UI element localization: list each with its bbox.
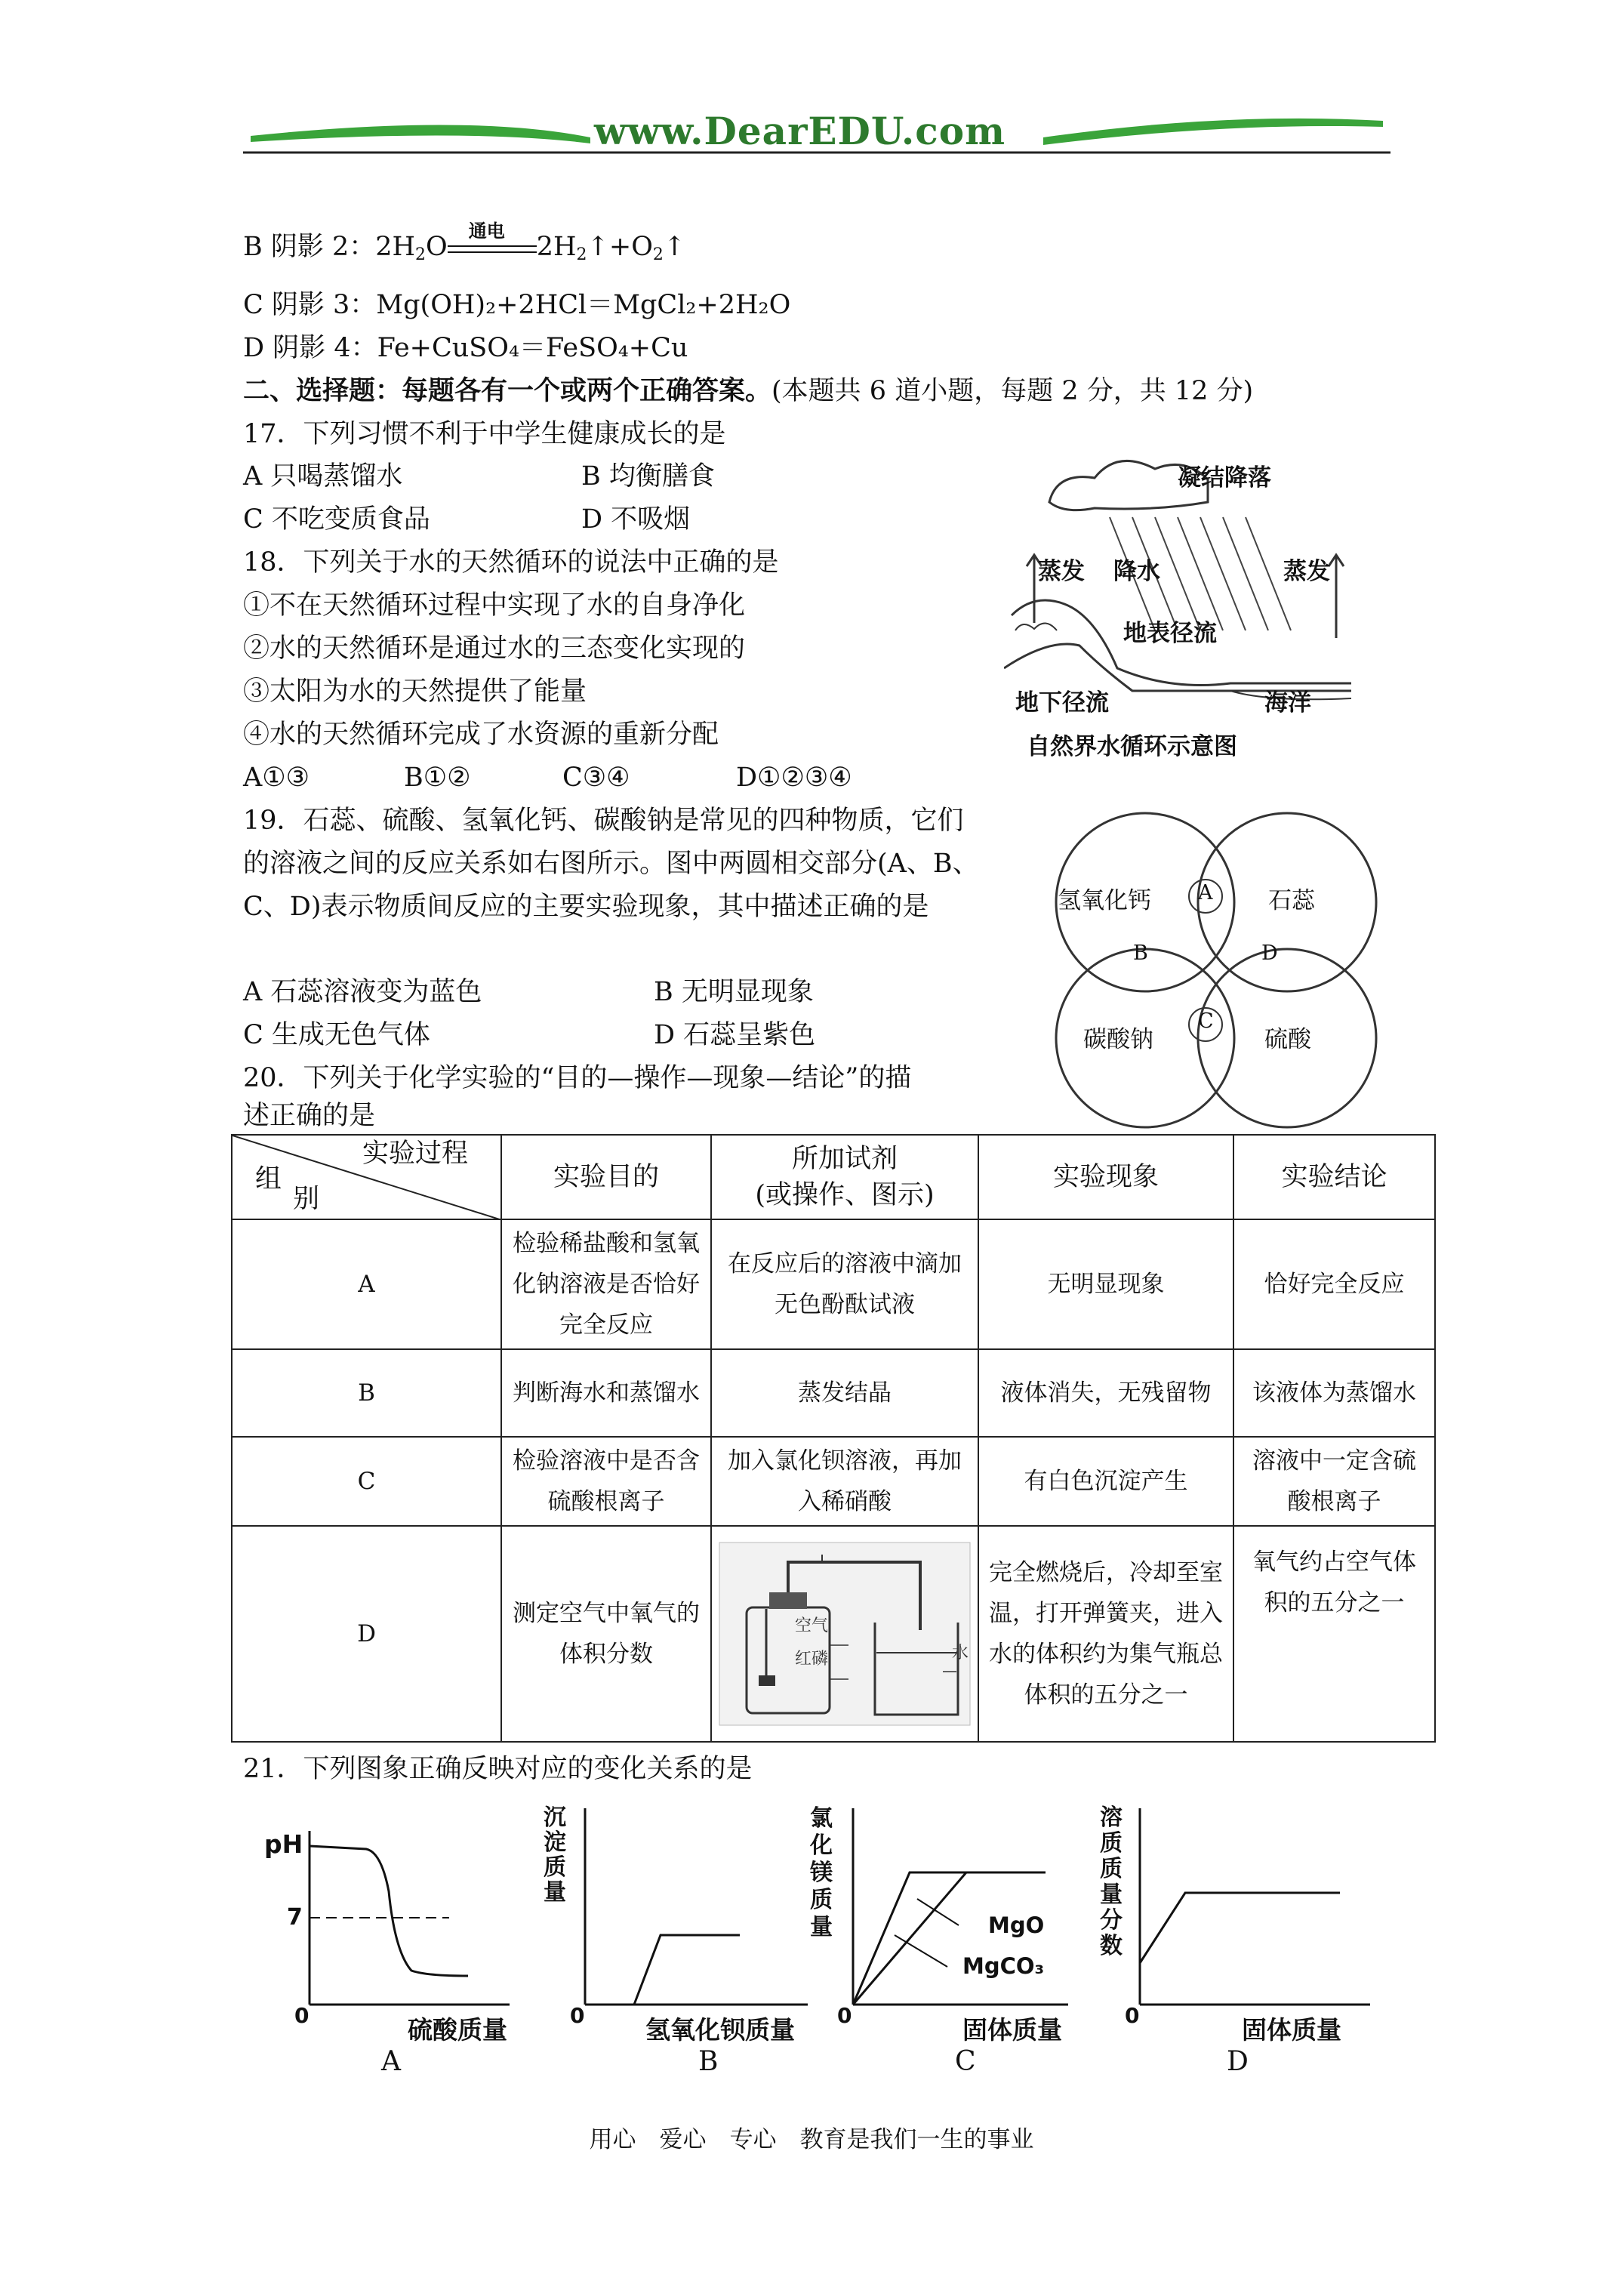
graph-d-plot-icon (1091, 1801, 1385, 2027)
graph-c-xlabel: 固体质量 (962, 2015, 1062, 2045)
equation-b-condition: 通电 (468, 219, 505, 242)
row-c-group: C (232, 1437, 501, 1526)
q17-option-d: D 不吸烟 (581, 504, 691, 535)
header-group-2: 别 (293, 1184, 320, 1214)
graph-c-letter: C (955, 2046, 976, 2077)
graph-b-ylabel: 沉淀质量 (544, 1804, 566, 1906)
q19-option-a: A 石蕊溶液变为蓝色 (243, 977, 482, 1007)
graph-a-xlabel: 硫酸质量 (408, 2015, 507, 2045)
table-header-row (232, 1135, 1435, 1219)
q17-option-a: A 只喝蒸馏水 (243, 461, 403, 492)
row-b-reagent: 蒸发结晶 (711, 1349, 978, 1437)
row-b-group: B (232, 1349, 501, 1437)
header-site-title: www.DearEDU.com (594, 109, 1006, 153)
row-c-reagent: 加入氯化钡溶液，再加入稀硝酸 (711, 1437, 978, 1526)
row-a-group: A (232, 1219, 501, 1349)
apparatus-label-air: 空气 (795, 1616, 829, 1635)
graph-c (804, 1801, 1083, 2080)
table-header-diagonal (232, 1135, 501, 1219)
venn-circles-icon (1046, 812, 1393, 1136)
graph-b (536, 1801, 830, 2080)
q18-option-b: B①② (404, 763, 471, 793)
q19-stem-3: C、D)表示物质间反应的主要实验现象，其中描述正确的是 (243, 892, 929, 922)
table-row (232, 1526, 1435, 1742)
section-2-title: 二、选择题：每题各有一个或两个正确答案。 (243, 375, 772, 406)
venn-region-b: B (1133, 942, 1148, 965)
row-a-conclusion: 恰好完全反应 (1233, 1219, 1435, 1349)
q18-statement-4: ④水的天然循环完成了水资源的重新分配 (243, 720, 719, 750)
graph-d-origin: 0 (1125, 2003, 1140, 2028)
row-a-purpose: 检验稀盐酸和氢氧化钠溶液是否恰好完全反应 (501, 1219, 711, 1349)
row-c-conclusion: 溶液中一定含硫酸根离子 (1233, 1437, 1435, 1526)
q17-option-c: C 不吃变质食品 (243, 504, 430, 535)
q17-stem: 17．下列习惯不利于中学生健康成长的是 (243, 419, 726, 449)
graph-b-xlabel: 氢氧化钡质量 (645, 2015, 795, 2045)
venn-circle-sulfuric-acid: 硫酸 (1264, 1026, 1311, 1053)
graph-b-origin: 0 (570, 2003, 585, 2028)
section-2-heading (243, 374, 1253, 408)
graph-c-series-mgco3: MgCO₃ (962, 1953, 1045, 1979)
header-purpose: 实验目的 (501, 1135, 711, 1219)
header-reagent-1: 所加试剂 (791, 1144, 898, 1174)
q19-stem-2: 的溶液之间的反应关系如右图所示。图中两圆相交部分(A、B、 (243, 849, 979, 879)
q18-option-a: A①③ (243, 763, 310, 793)
equation-b-prefix: B 阴影 2： (243, 232, 376, 262)
q18-option-d: D①②③④ (736, 763, 852, 793)
venn-diagram (1046, 812, 1393, 1136)
venn-circle-litmus: 石蕊 (1268, 887, 1315, 914)
graph-c-series-mgo: MgO (988, 1912, 1045, 1938)
table-row (232, 1349, 1435, 1437)
graph-b-letter: B (698, 2046, 719, 2077)
graph-d-letter: D (1227, 2046, 1249, 2077)
graph-a-ylabel: pH (264, 1829, 303, 1859)
venn-circle-sodium-carbonate: 碳酸钠 (1083, 1026, 1153, 1053)
q18-statement-1: ①不在天然循环过程中实现了水的自身净化 (243, 590, 746, 621)
graph-c-origin: 0 (837, 2003, 852, 2028)
experiment-table (231, 1134, 1436, 1743)
wc-label-evap-right: 蒸发 (1283, 558, 1330, 585)
q19-option-c: C 生成无色气体 (243, 1020, 430, 1050)
graph-c-ylabel: 氯化镁质量 (810, 1805, 833, 1940)
wc-label-surface-runoff: 地表径流 (1123, 620, 1217, 647)
wc-label-rain: 降水 (1113, 558, 1160, 585)
row-d-apparatus (711, 1526, 978, 1742)
header-group-1: 组 (255, 1164, 282, 1194)
row-c-phenomenon: 有白色沉淀产生 (978, 1437, 1233, 1526)
graph-d-xlabel: 固体质量 (1242, 2015, 1341, 2045)
water-cycle-figure (1004, 442, 1359, 766)
wc-label-evap-left: 蒸发 (1038, 558, 1085, 585)
venn-region-c: C (1198, 1009, 1214, 1033)
graph-d (1091, 1801, 1385, 2080)
venn-region-a: A (1198, 881, 1213, 905)
q18-statement-3: ③太阳为水的天然提供了能量 (243, 676, 587, 707)
apparatus-label-phosphorus: 红磷 (795, 1650, 829, 1669)
graph-b-plot-icon (536, 1801, 830, 2027)
q19-option-d: D 石蕊呈紫色 (654, 1020, 816, 1050)
equation-c: C 阴影 3：Mg(OH)₂+2HCl＝MgCl₂+2H₂O (243, 290, 791, 320)
q19-stem-1: 19．石蕊、硫酸、氢氧化钙、碳酸钠是常见的四种物质，它们 (243, 806, 964, 836)
header-banner (243, 106, 1390, 159)
equation-b: B 阴影 2：$2H_2O$ 通电 $2H_2↑+O_2↑$ (243, 230, 685, 273)
apparatus-label-water: 水 (952, 1644, 969, 1663)
row-b-conclusion: 该液体为蒸馏水 (1233, 1349, 1435, 1437)
row-d-group: D (232, 1526, 501, 1742)
section-2-note: (本题共 6 道小题，每题 2 分，共 12 分) (771, 376, 1254, 406)
equation-d: D 阴影 4：Fe+CuSO₄＝FeSO₄+Cu (243, 333, 688, 363)
wc-label-ground-runoff: 地下径流 (1015, 689, 1109, 717)
table-row (232, 1219, 1435, 1349)
graph-a-origin: 0 (294, 2003, 310, 2028)
header-reagent (711, 1135, 978, 1219)
row-d-conclusion: 氧气约占空气体积的五分之一 (1233, 1526, 1435, 1742)
row-a-phenomenon: 无明显现象 (978, 1219, 1233, 1349)
venn-circle-calcium-hydroxide: 氢氧化钙 (1058, 887, 1151, 914)
wc-label-condense: 凝结降落 (1178, 464, 1271, 492)
q19-option-b: B 无明显现象 (654, 977, 814, 1007)
row-d-purpose: 测定空气中氧气的体积分数 (501, 1526, 711, 1742)
header-conclusion: 实验结论 (1233, 1135, 1435, 1219)
q20-stem-2: 述正确的是 (243, 1101, 376, 1131)
wc-caption: 自然界水循环示意图 (1027, 733, 1237, 760)
graph-a-mark-7: 7 (287, 1904, 303, 1931)
oxygen-apparatus-icon (716, 1539, 973, 1728)
row-c-purpose: 检验溶液中是否含硫酸根离子 (501, 1437, 711, 1526)
wc-label-ocean: 海洋 (1264, 689, 1311, 717)
header-reagent-2: (或操作、图示) (755, 1180, 935, 1210)
row-b-purpose: 判断海水和蒸馏水 (501, 1349, 711, 1437)
q18-statement-2: ②水的天然循环是通过水的三态变化实现的 (243, 633, 746, 664)
graph-a-letter: A (381, 2046, 401, 2077)
row-d-phenomenon: 完全燃烧后，冷却至室温，打开弹簧夹，进入水的体积约为集气瓶总体积的五分之一 (978, 1526, 1233, 1742)
page-footer: 用心 爱心 专心 教育是我们一生的事业 (589, 2126, 1034, 2153)
row-a-reagent: 在反应后的溶液中滴加无色酚酞试液 (711, 1219, 978, 1349)
graph-d-ylabel: 溶质质量分数 (1100, 1804, 1123, 1959)
venn-region-d: D (1261, 942, 1278, 965)
q17-option-b: B 均衡膳食 (581, 461, 715, 492)
q18-stem: 18．下列关于水的天然循环的说法中正确的是 (243, 547, 779, 578)
q21-stem: 21．下列图象正确反映对应的变化关系的是 (243, 1754, 753, 1784)
graph-a (260, 1801, 517, 2080)
header-process: 实验过程 (362, 1139, 469, 1169)
q18-option-c: C③④ (562, 763, 630, 793)
header-phenomenon: 实验现象 (978, 1135, 1233, 1219)
row-b-phenomenon: 液体消失，无残留物 (978, 1349, 1233, 1437)
q20-stem-1: 20．下列关于化学实验的“目的—操作—现象—结论”的描 (243, 1063, 912, 1093)
table-row (232, 1437, 1435, 1526)
